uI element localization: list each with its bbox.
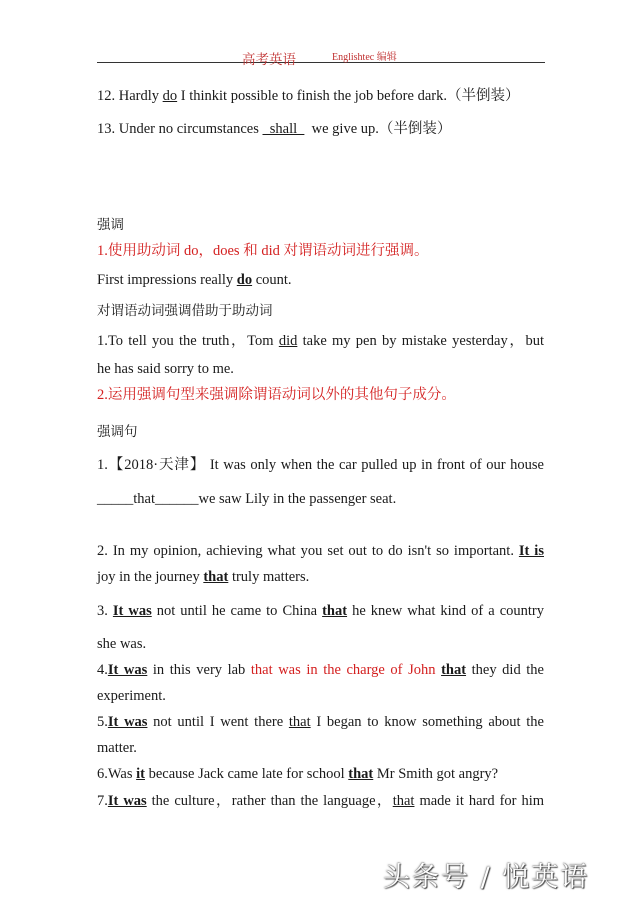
example-1: First impressions really do count. xyxy=(97,272,292,288)
header-left: 高考英语 xyxy=(242,52,296,68)
line-13: 13. Under no circumstances shall we give up.（半倒装） xyxy=(97,121,452,137)
example-2-line-2: he has said sorry to me. xyxy=(97,361,234,377)
cleft-heading: 强调句 xyxy=(97,424,138,440)
question-4-line-1: 4.It was in this very lab that was in the charge of John that they did the xyxy=(97,662,544,678)
question-2-line-1: 2. In my opinion, achieving what you set out to do isn't so important. It is xyxy=(97,543,544,559)
question-1-line-1: 1.【2018·天津】 It was only when the car pulled up in front of our house xyxy=(97,457,544,473)
question-6: 6.Was it because Jack came late for school that Mr Smith got angry? xyxy=(97,766,499,782)
header-right: Englishtec 编辑 xyxy=(332,52,397,63)
rule-1: 1.使用助动词 do，does 和 did 对谓语动词进行强调。 xyxy=(97,243,429,259)
question-3-line-2: she was. xyxy=(97,636,147,652)
question-7: 7.It was the culture，rather than the language，that made it hard for him xyxy=(97,793,545,809)
question-2-line-2: joy in the journey that truly matters. xyxy=(97,569,310,585)
page-header xyxy=(97,46,545,68)
emphasis-heading: 强调 xyxy=(97,217,124,233)
question-3-line-1: 3. It was not until he came to China that he knew what kind of a country xyxy=(97,603,544,619)
note-1: 对谓语动词强调借助于助动词 xyxy=(97,303,273,319)
question-1-line-2: _____that______we saw Lily in the passenger seat. xyxy=(97,491,397,507)
question-5-line-2: matter. xyxy=(97,740,137,756)
line-12: 12. Hardly do I thinkit possible to finish the job before dark.（半倒装） xyxy=(97,88,520,104)
watermark: 头条号 / 悦英语 xyxy=(383,862,590,893)
question-5-line-1: 5.It was not until I went there that I began to know something about the xyxy=(97,714,544,730)
question-4-line-2: experiment. xyxy=(97,688,166,704)
rule-2: 2.运用强调句型来强调除谓语动词以外的其他句子成分。 xyxy=(97,387,456,403)
example-2-line-1: 1.To tell you the truth，Tom did take my pen by mistake yesterday，but xyxy=(97,333,544,349)
